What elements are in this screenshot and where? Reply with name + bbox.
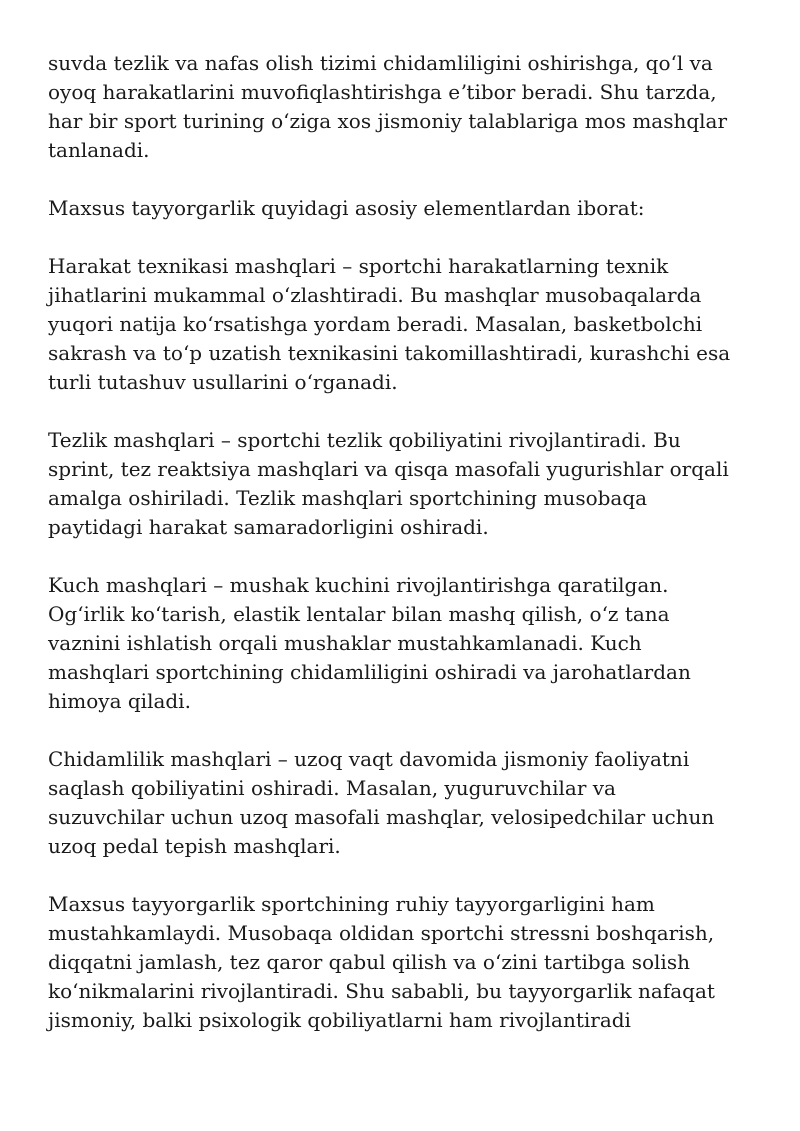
text-line: Maxsus tayyorgarlik sportchining ruhiy tayyorgarligini ham — [48, 892, 655, 916]
paragraph-technique-exercises — [48, 252, 758, 397]
paragraph-psychological-preparation — [48, 890, 758, 1035]
text-line: paytidagi harakat samaradorligini oshiradi. — [48, 515, 489, 539]
text-line: himoya qiladi. — [48, 689, 191, 713]
text-line: jihatlarini mukammal oʻzlashtiradi. Bu mashqlar musobaqalarda — [48, 283, 702, 307]
text-line: vaznini ishlatish orqali mushaklar mustahkamlanadi. Kuch — [48, 631, 642, 655]
paragraph-intro-continuation — [48, 49, 758, 165]
text-line: sakrash va toʻp uzatish texnikasini takomillashtiradi, kurashchi esa — [48, 341, 731, 365]
text-line: Maxsus tayyorgarlik quyidagi asosiy elementlardan iborat: — [48, 196, 645, 220]
text-line: sprint, tez reaktsiya mashqlari va qisqa masofali yugurishlar orqali — [48, 457, 729, 481]
text-line: koʻnikmalarini rivojlantiradi. Shu sababli, bu tayyorgarlik nafaqat — [48, 979, 715, 1003]
text-line: har bir sport turining oʻziga xos jismoniy talablariga mos mashqlar — [48, 109, 728, 133]
text-line: uzoq pedal tepish mashqlari. — [48, 834, 341, 858]
text-line: amalga oshiriladi. Tezlik mashqlari sportchining musobaqa — [48, 486, 648, 510]
text-line: Ogʻirlik koʻtarish, elastik lentalar bilan mashq qilish, oʻz tana — [48, 602, 670, 626]
text-line: turli tutashuv usullarini oʻrganadi. — [48, 370, 398, 394]
document-page — [48, 49, 758, 1064]
text-line: mustahkamlaydi. Musobaqa oldidan sportchi stressni boshqarish, — [48, 921, 715, 945]
paragraph-speed-exercises — [48, 426, 758, 542]
text-line: saqlash qobiliyatini oshiradi. Masalan, yuguruvchilar va — [48, 776, 616, 800]
text-line: suvda tezlik va nafas olish tizimi chidamliligini oshirishga, qoʻl va — [48, 51, 713, 75]
text-line: Kuch mashqlari – mushak kuchini rivojlantirishga qaratilgan. — [48, 573, 669, 597]
text-line: mashqlari sportchining chidamliligini oshiradi va jarohatlardan — [48, 660, 691, 684]
paragraph-strength-exercises — [48, 571, 758, 716]
text-line: Tezlik mashqlari – sportchi tezlik qobiliyatini rivojlantiradi. Bu — [48, 428, 681, 452]
text-line: suzuvchilar uchun uzoq masofali mashqlar, velosipedchilar uchun — [48, 805, 715, 829]
text-line: tanlanadi. — [48, 138, 150, 162]
text-line: diqqatni jamlash, tez qaror qabul qilish va oʻzini tartibga solish — [48, 950, 690, 974]
text-line: jismoniy, balki psixologik qobiliyatlarni ham rivojlantiradi — [48, 1008, 631, 1032]
paragraph-endurance-exercises — [48, 745, 758, 861]
paragraph-elements-intro — [48, 194, 758, 223]
text-line: yuqori natija koʻrsatishga yordam beradi. Masalan, basketbolchi — [48, 312, 703, 336]
text-line: oyoq harakatlarini muvofiqlashtirishga eʼtibor beradi. Shu tarzda, — [48, 80, 717, 104]
text-line: Harakat texnikasi mashqlari – sportchi harakatlarning texnik — [48, 254, 669, 278]
text-line: Chidamlilik mashqlari – uzoq vaqt davomida jismoniy faoliyatni — [48, 747, 690, 771]
